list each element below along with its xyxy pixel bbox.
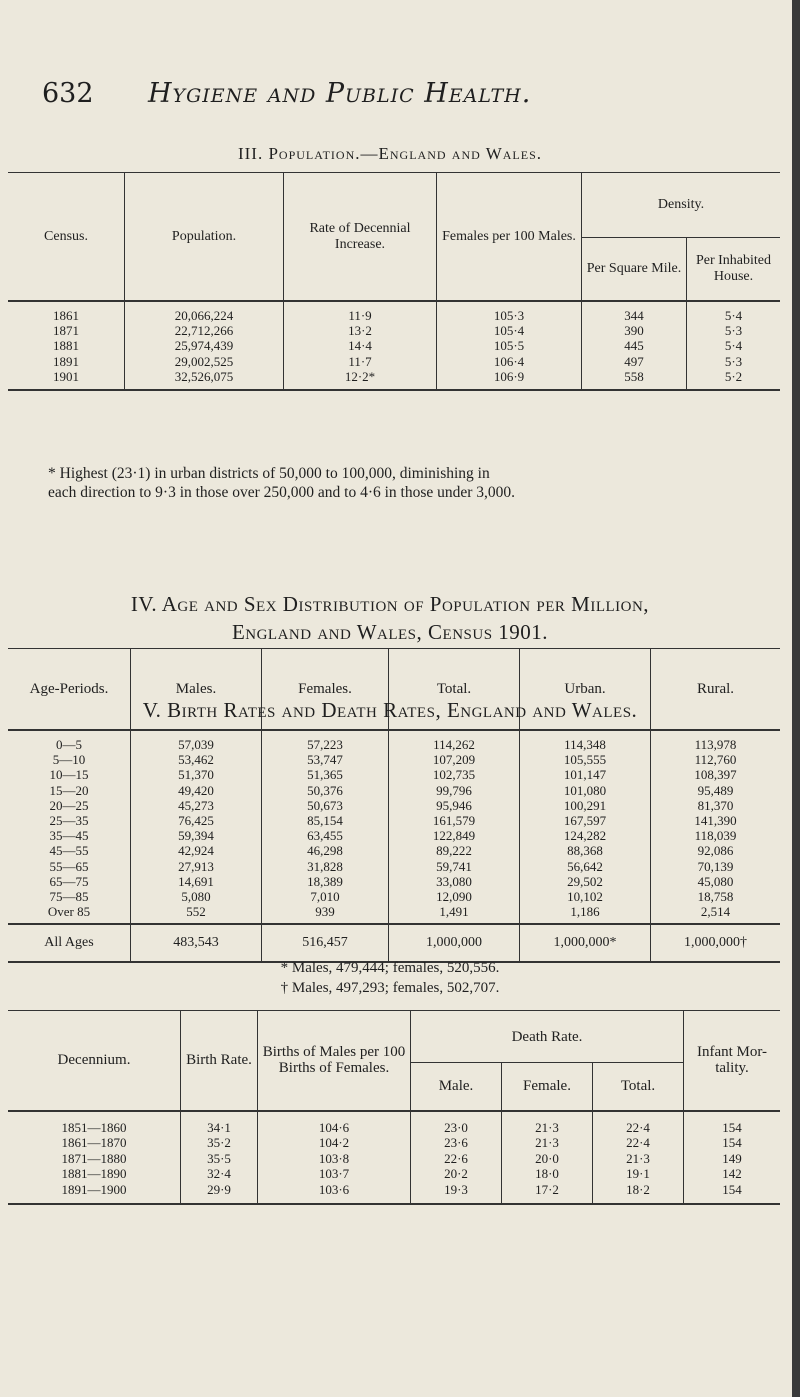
urban-column: 114,348 105,555 101,147 101,080 100,291 167,597 124,282 88,368 56,642 29,502 10,102 1,186: [520, 730, 651, 924]
age-column: 0—5 5—10 10—15 15—20 20—25 25—35 35—45 45—55 55—65 65—75 75—85 Over 85: [8, 730, 131, 924]
population-header: Population.: [125, 173, 284, 302]
female-death-column: 21·3 21·3 20·0 18·0 17·2: [502, 1111, 593, 1205]
total-total: 1,000,000: [389, 924, 520, 961]
section-4-note-2: † Males, 497,293; females, 502,707.: [280, 980, 500, 996]
census-header: Census.: [8, 173, 125, 302]
females-column: 105·3 105·4 105·5 106·4 106·9: [437, 301, 582, 390]
totals-row: [8, 924, 780, 961]
population-table: [8, 172, 780, 391]
per-house-column: 5·4 5·3 5·4 5·3 5·2: [724, 308, 743, 384]
male-header: Male.: [411, 1063, 502, 1111]
decennium-header: Decennium.: [8, 1011, 181, 1111]
total-column: 114,262 107,209 102,735 99,796 95,946 161,579 122,849 89,222 59,741 33,080 12,090 1,491: [389, 730, 520, 924]
age-sex-table: [8, 648, 780, 963]
males-column: 57,039 53,462 51,370 49,420 45,273 76,425 59,394 42,924 27,913 14,691 5,080 552: [131, 730, 262, 924]
total-header: Total.: [389, 649, 520, 731]
per-mile-header: Per Square Mile.: [582, 238, 687, 302]
per-mile-column: 344 390 445 497 558: [582, 301, 687, 390]
page-number: 632: [42, 78, 94, 109]
density-header: Density.: [582, 173, 781, 238]
rate-column: 11·9 13·2 14·4 11·7 12·2*: [284, 301, 437, 390]
total-urban: 1,000,000*: [520, 924, 651, 961]
births-males-column: 104·6 104·2 103·8 103·7 103·6: [258, 1111, 411, 1205]
section-4-note-1: * Males, 479,444; females, 520,556.: [280, 960, 500, 976]
birth-death-table: [8, 1010, 780, 1205]
births-males-header: Births of Males per 100 Births of Females.: [258, 1011, 411, 1111]
females-column: 57,223 53,747 51,365 50,376 50,673 85,154 63,455 46,298 31,828 18,389 7,010 939: [262, 730, 389, 924]
female-header: Female.: [502, 1063, 593, 1111]
females-header: Females.: [262, 649, 389, 731]
rural-header: Rural.: [696, 680, 735, 697]
total-males: 483,543: [131, 924, 262, 961]
total-rural: 1,000,000†: [651, 924, 781, 961]
rate-header: Rate of Decennial Increase.: [284, 173, 437, 302]
page-header: [0, 78, 780, 118]
males-header: Males.: [131, 649, 262, 731]
population-column: 20,066,224 22,712,266 25,974,439 29,002,525 32,526,075: [125, 301, 284, 390]
age-header: Age-Periods.: [8, 649, 131, 731]
infant-mortality-column: 154 154 149 142 154: [722, 1119, 742, 1197]
total-age: All Ages: [8, 924, 131, 961]
census-column: 1861 1871 1881 1891 1901: [8, 301, 125, 390]
death-rate-header: Death Rate.: [411, 1011, 684, 1063]
section-5-title: V. Birth Rates and Death Rates, England and Wales.: [142, 698, 638, 722]
decennium-column: 1851—1860 1861—1870 1871—1880 1881—1890 1891—1900: [8, 1111, 181, 1205]
section-4-title-line-1: IV. Age and Sex Distribution of Population per Million,: [130, 592, 650, 616]
male-death-column: 23·0 23·6 22·6 20·2 19·3: [411, 1111, 502, 1205]
table-row: [8, 1111, 780, 1205]
section-4-title-line-2: England and Wales, Census 1901.: [231, 620, 549, 644]
running-title: Hygiene and Public Health.: [148, 78, 532, 109]
rural-column: 113,978 112,760 108,397 95,489 81,370 141,390 118,039 92,086 70,139 45,080 18,758 2,514: [694, 737, 737, 920]
females-header: Females per 100 Males.: [437, 173, 582, 302]
birth-rate-header: Birth Rate.: [181, 1011, 258, 1111]
birth-rate-column: 34·1 35·2 35·5 32·4 29·9: [181, 1111, 258, 1205]
footnote-line-1: * Highest (23·1) in urban districts of 50,000 to 100,000, diminishing in: [48, 465, 490, 482]
table-row: [8, 301, 780, 390]
infant-mortality-header: Infant Mor- tality.: [696, 1044, 768, 1077]
section-3-title: III. Population.—England and Wales.: [237, 144, 543, 163]
death-total-header: Total.: [593, 1063, 684, 1111]
total-death-column: 22·4 22·4 21·3 19·1 18·2: [593, 1111, 684, 1205]
page-edge: [792, 0, 800, 1397]
footnote-line-2: each direction to 9·3 in those over 250,000 and to 4·6 in those under 3,000.: [48, 484, 516, 501]
urban-header: Urban.: [520, 649, 651, 731]
per-house-header: Per Inhabited House.: [695, 253, 772, 284]
total-females: 516,457: [262, 924, 389, 961]
table-row: [8, 730, 780, 924]
